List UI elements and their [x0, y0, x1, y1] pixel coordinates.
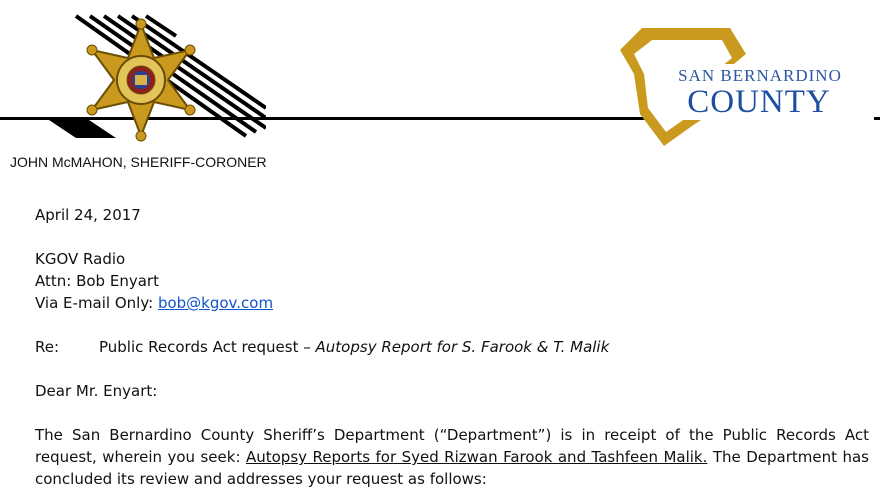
letterhead [0, 0, 880, 180]
email-link[interactable]: bob@kgov.com [157, 294, 274, 312]
county-logo-line2: COUNTY [687, 84, 831, 120]
recipient-attn: Attn: Bob Enyart [35, 272, 159, 290]
re-text-prefix: Public Records Act request – [99, 338, 316, 356]
county-logo-line1: SAN BERNARDINO [678, 66, 842, 85]
sheriff-name: JOHN McMAHON, SHERIFF-CORONER [10, 154, 267, 170]
body-underlined: Autopsy Reports for Syed Rizwan Farook and Tashfeen Malik. [245, 448, 708, 466]
recipient-name: KGOV Radio [35, 250, 126, 268]
body-paragraph [35, 424, 869, 490]
email-prefix: Via E-mail Only: [35, 294, 158, 312]
re-line [35, 336, 869, 358]
body-part2: The Department has concluded its review and addresses your request as follows: [35, 448, 869, 488]
re-label: Re: [35, 338, 60, 356]
letter-body [35, 204, 869, 490]
recipient-email-line [35, 292, 869, 314]
letter-date: April 24, 2017 [35, 206, 141, 224]
salutation: Dear Mr. Enyart: [35, 382, 158, 400]
re-subject: Autopsy Report for S. Farook & T. Malik [315, 338, 610, 356]
sheriff-badge-icon [46, 6, 266, 146]
re-text [99, 336, 609, 358]
body-part1: The San Bernardino County Sheriff’s Department (“Department”) is in receipt of the Public Records Act request, wherein you seek: [35, 426, 869, 466]
